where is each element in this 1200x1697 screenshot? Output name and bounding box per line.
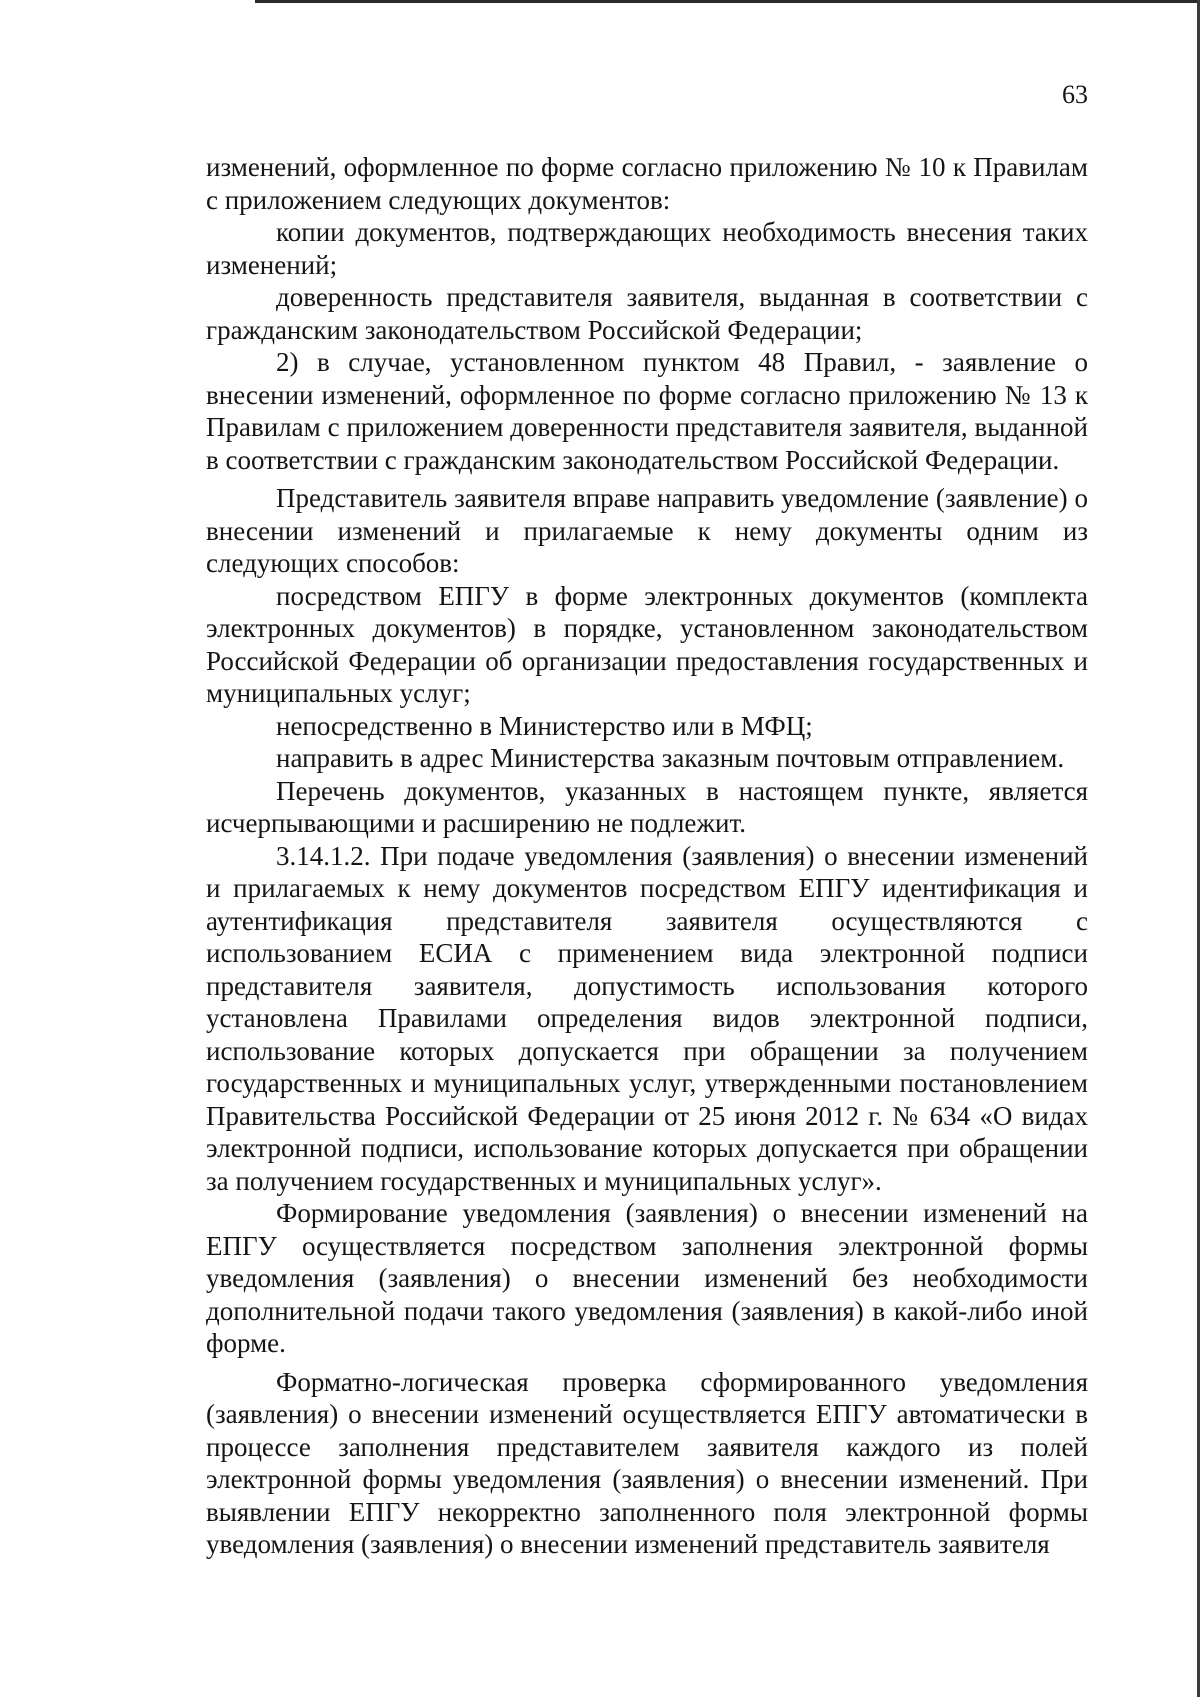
document-body	[206, 151, 1088, 1561]
paragraph: Перечень документов, указанных в настоящем пункте, является исчерпывающими и расширению не подлежит.	[206, 775, 1088, 838]
paragraph: доверенность представителя заявителя, выданная в соответствии с гражданским законодательством Российской Федерации;	[206, 282, 1088, 345]
paragraph: Формирование уведомления (заявления) о внесении изменений на ЕПГУ осуществляется посредством заполнения электронной формы уведомления (заявления) о внесении изменений без необходимости дополнительной подачи такого уведомления (заявления) в какой-либо иной форме.	[206, 1198, 1088, 1358]
paragraph: непосредственно в Министерство или в МФЦ;	[276, 710, 813, 741]
paragraph: посредством ЕПГУ в форме электронных документов (комплекта электронных документов) в порядке, установленном законодательством Российской Федерации об организации предоставления государственных и муниципальных услуг;	[206, 580, 1088, 708]
page-number: 63	[1062, 80, 1088, 109]
paragraph: 3.14.1.2. При подаче уведомления (заявления) о внесении изменений и прилагаемых к нему документов посредством ЕПГУ идентификация и аутентификация представителя заявителя осуществляются с использованием ЕСИА с применением вида электронной подписи представителя заявителя, допустимость использования которого установлена Правилами определения видов электронной подписи, использование которых допускается при обращении за получением государственных и муниципальных услуг, утвержденными постановлением Правительства Российской Федерации от 25 июня 2012 г. № 634 «О видах электронной подписи, использование которых допускается при обращении за получением государственных и муниципальных услуг».	[206, 840, 1088, 1196]
paragraph: 2) в случае, установленном пунктом 48 Правил, - заявление о внесении изменений, оформленное по форме согласно приложению № 13 к Правилам с приложением доверенности представителя заявителя, выданной в соответствии с гражданским законодательством Российской Федерации.	[206, 347, 1088, 475]
scan-top-edge	[255, 0, 1200, 3]
paragraph: Представитель заявителя вправе направить уведомление (заявление) о внесении изменений и прилагаемые к нему документы одним из следующих способов:	[206, 483, 1088, 578]
paragraph: изменений, оформленное по форме согласно приложению № 10 к Правилам с приложением следующих документов:	[206, 152, 1088, 215]
paragraph: копии документов, подтверждающих необходимость внесения таких изменений;	[206, 217, 1088, 280]
paragraph: направить в адрес Министерства заказным почтовым отправлением.	[276, 743, 1065, 773]
paragraph: Форматно-логическая проверка сформированного уведомления (заявления) о внесении изменений осуществляется ЕПГУ автоматически в процессе заполнения представителем заявителя каждого из полей электронной формы уведомления (заявления) о внесении изменений. При выявлении ЕПГУ некорректно заполненного поля электронной формы уведомления (заявления) о внесении изменений представитель заявителя	[206, 1366, 1088, 1559]
